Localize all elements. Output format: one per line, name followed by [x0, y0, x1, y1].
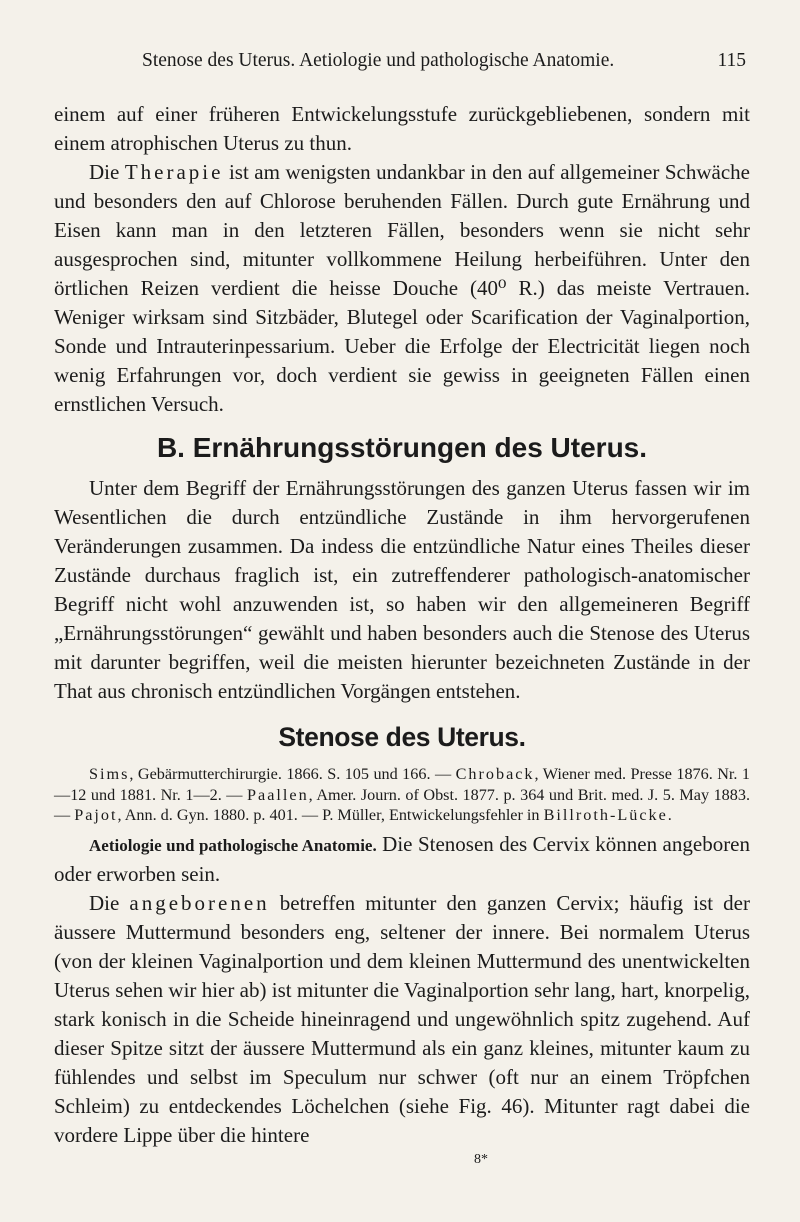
paragraph-lead: Die: [89, 160, 125, 184]
paragraph-text: Die Stenosen des Cervix können angeboren oder erworben sein.: [54, 831, 751, 886]
paragraph-text: betreffen mitunter den ganzen Cervix; häufig ist der äussere Muttermund besonders eng, seltener der innere. Bei normalem Uterus (von der kleinen Vaginalportion und dem kleinen Muttermund des unentwickelten Uterus sehen wir hier ab) ist mitunter die Vaginalportion sehr lang, hart, knorpelig, stark konisch in die Scheide hineinragend und ungewöhnlich spitz zugehend. Auf dieser Spitze sitzt der äussere Muttermund als ein ganz kleines, mitunter kaum zu fühlendes und selbst im Speculum nur schwer (oft nur an einem Tröpfchen Schleim) zu entdeckendes Löchelchen (siehe Fig. 46). Mitunter ragt dabei die vordere Lippe über die hintere: [54, 890, 750, 1147]
term-angeborenen: angeborenen: [129, 890, 270, 915]
ref-author: Chroback: [455, 765, 535, 783]
ref-author: Sims: [89, 765, 130, 783]
ref-author: P. Müller: [322, 806, 381, 824]
subsection-label: Aetiologie und pathologische Anatomie.: [89, 835, 377, 855]
paragraph-text: ist am wenigsten undankbar in den auf allgemeiner Schwäche und besonders den auf Chlorose beruhenden Fällen. Durch gute Ernährung und Eisen kann man in den letzteren Fällen, besonders wenn sie nicht sehr ausgesprochen sind, mitunter vollkommene Heilung herbeiführen. Unter den örtlichen Reizen verdient die heisse Douche (40⁰ R.) das meiste Vertrauen. Weniger wirksam sind Sitzbäder, Blutegel oder Scarification der Vaginalportion, Sonde und Intrauterinpessarium. Ueber die Erfolge der Electricität liegen noch wenig Erfahrungen vor, doch verdient sie gewiss in geeigneten Fällen einen ernstlichen Versuch.: [54, 160, 750, 416]
paragraph-aetiologie: [54, 830, 750, 889]
running-title: Stenose des Uterus. Aetiologie und pathologische Anatomie.: [142, 50, 615, 71]
term-therapie: Therapie: [124, 160, 224, 184]
paragraph-therapie: [54, 158, 750, 419]
ref-text: , Entwickelungsfehler in: [380, 806, 544, 824]
ref-text: .: [667, 806, 672, 824]
ref-text: , Ann. d. Gyn. 1880. p. 401. —: [117, 806, 323, 824]
paragraph-angeborenen: [54, 889, 750, 1150]
ref-author: Billroth-Lücke: [543, 806, 668, 824]
running-header: [56, 46, 746, 76]
page-number: 115: [717, 50, 746, 71]
paragraph-lead: Die: [89, 890, 130, 915]
ref-author: Paallen: [247, 785, 309, 804]
ref-text: , Amer. Journ. of Obst. 1877. p. 364 und Brit. med. J. 5. May 1883. —: [54, 785, 751, 824]
paragraph-ernaehrungsstoerungen: Unter dem Begriff der Ernährungsstörungen des ganzen Uterus fassen wir im Wesentlichen die durch entzündliche Zustände in ihm hervorgerufenen Veränderungen zusammen. Da indess die entzündliche Natur eines Theiles dieser Zustände durchaus fraglich ist, ein zutreffenderer pathologisch-anatomischer Begriff nicht wohl anzuwenden ist, so haben wir den allgemeineren Begriff „Ernährungsstörungen“ gewählt und haben besonders auch die Stenose des Uterus mit darunter begriffen, weil die meisten hierunter bezeichneten Zustände in der That aus chronisch entzündlichen Vorgängen entstehen.: [54, 476, 750, 703]
ref-text: , Wiener med. Presse 1876. Nr. 1—12 und 1881. Nr. 1—2. —: [54, 765, 750, 804]
paragraph-continuation: einem auf einer früheren Entwickelungsstufe zurückgebliebenen, sondern mit einem atrophischen Uterus zu thun.: [54, 102, 750, 155]
page-body: [54, 100, 750, 1168]
section-heading: B. Ernährungsstörungen des Uterus.: [156, 432, 648, 463]
ref-author: Pajot: [74, 806, 118, 824]
topic-heading: Stenose des Uterus.: [278, 722, 526, 752]
signature-mark: 8*: [474, 1151, 488, 1167]
ref-text: , Gebärmutterchirurgie. 1866. S. 105 und 166. —: [129, 765, 456, 783]
references: [54, 764, 750, 826]
